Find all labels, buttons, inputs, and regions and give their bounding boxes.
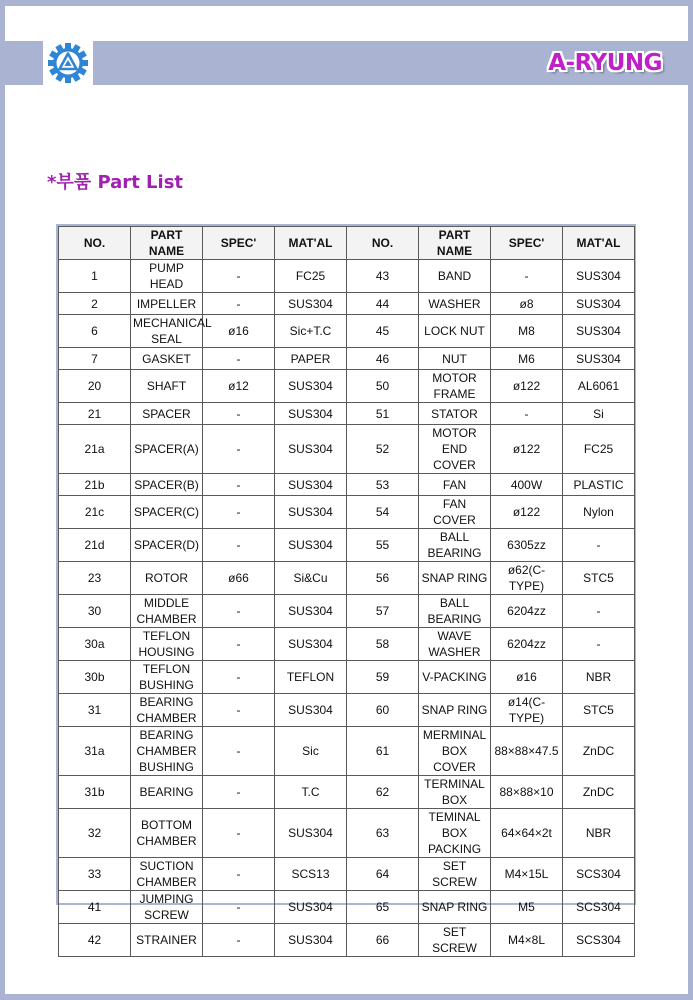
cell-part-name: SNAP RING [419, 891, 491, 924]
logo [43, 41, 93, 85]
cell-part-name: V-PACKING [419, 661, 491, 694]
cell-no: 59 [347, 661, 419, 694]
cell-no: 7 [59, 348, 131, 370]
cell-no: 21a [59, 425, 131, 474]
cell-part-name: NUT [419, 348, 491, 370]
table-row [59, 891, 635, 924]
cell-part-name: SPACER(A) [131, 425, 203, 474]
cell-part-name: ROTOR [131, 562, 203, 595]
cell-no: 61 [347, 727, 419, 776]
cell-material: PLASTIC [563, 474, 635, 496]
cell-part-name: TEFLON BUSHING [131, 661, 203, 694]
cell-part-name: BEARING [131, 776, 203, 809]
table-row [59, 776, 635, 809]
cell-spec: M5 [491, 891, 563, 924]
cell-no: 21 [59, 403, 131, 425]
cell-spec: 400W [491, 474, 563, 496]
cell-part-name: WAVE WASHER [419, 628, 491, 661]
cell-no: 56 [347, 562, 419, 595]
cell-no: 2 [59, 293, 131, 315]
table-row [59, 694, 635, 727]
cell-part-name: MECHANICAL SEAL [131, 315, 203, 348]
cell-material: STC5 [563, 562, 635, 595]
cell-spec: 64×64×2t [491, 809, 563, 858]
cell-spec: 6204zz [491, 595, 563, 628]
cell-material: T.C [275, 776, 347, 809]
header-material: MAT'AL [563, 227, 635, 260]
cell-part-name: JUMPING SCREW [131, 891, 203, 924]
cell-spec: - [203, 425, 275, 474]
cell-no: 62 [347, 776, 419, 809]
cell-part-name: IMPELLER [131, 293, 203, 315]
cell-part-name: SET SCREW [419, 924, 491, 957]
cell-material: SUS304 [275, 425, 347, 474]
cell-spec: - [203, 661, 275, 694]
table-row [59, 474, 635, 496]
cell-no: 45 [347, 315, 419, 348]
cell-spec: - [203, 496, 275, 529]
cell-material: SUS304 [275, 809, 347, 858]
cell-material: SUS304 [275, 891, 347, 924]
table-row [59, 260, 635, 293]
cell-part-name: STRAINER [131, 924, 203, 957]
table-row [59, 370, 635, 403]
cell-material: Si [563, 403, 635, 425]
cell-spec: - [203, 260, 275, 293]
cell-part-name: TEFLON HOUSING [131, 628, 203, 661]
header-no: NO. [59, 227, 131, 260]
cell-material: SUS304 [563, 315, 635, 348]
cell-part-name: SPACER(D) [131, 529, 203, 562]
cell-spec: - [203, 809, 275, 858]
brand-name: A-RYUNG [548, 50, 662, 76]
header-part-name: PART NAME [131, 227, 203, 260]
cell-no: 55 [347, 529, 419, 562]
cell-part-name: SPACER [131, 403, 203, 425]
cell-part-name: WASHER [419, 293, 491, 315]
table-row [59, 924, 635, 957]
table-row [59, 628, 635, 661]
cell-material: - [563, 595, 635, 628]
cell-part-name: PUMP HEAD [131, 260, 203, 293]
cell-material: SUS304 [275, 293, 347, 315]
cell-spec: - [203, 403, 275, 425]
cell-spec: 88×88×47.5 [491, 727, 563, 776]
cell-spec: - [203, 727, 275, 776]
cell-spec: - [203, 924, 275, 957]
cell-material: SUS304 [563, 293, 635, 315]
cell-no: 44 [347, 293, 419, 315]
cell-material: SCS304 [563, 924, 635, 957]
cell-material: SUS304 [275, 529, 347, 562]
cell-part-name: FAN [419, 474, 491, 496]
cell-spec: - [203, 891, 275, 924]
cell-material: ZnDC [563, 727, 635, 776]
header-spec: SPEC' [203, 227, 275, 260]
cell-spec: M8 [491, 315, 563, 348]
cell-part-name: SUCTION CHAMBER [131, 858, 203, 891]
cell-spec: - [203, 529, 275, 562]
cell-material: TEFLON [275, 661, 347, 694]
cell-no: 6 [59, 315, 131, 348]
cell-spec: - [203, 474, 275, 496]
cell-part-name: MOTOR END COVER [419, 425, 491, 474]
table-row [59, 403, 635, 425]
gear-triangle-logo-icon [47, 42, 89, 84]
cell-part-name: SNAP RING [419, 694, 491, 727]
cell-spec: - [203, 858, 275, 891]
cell-material: AL6061 [563, 370, 635, 403]
table-row [59, 315, 635, 348]
header-spec: SPEC' [491, 227, 563, 260]
cell-no: 64 [347, 858, 419, 891]
cell-spec: M4×15L [491, 858, 563, 891]
cell-material: FC25 [563, 425, 635, 474]
cell-no: 23 [59, 562, 131, 595]
table-row [59, 562, 635, 595]
document-page [5, 6, 688, 994]
cell-part-name: BALL BEARING [419, 529, 491, 562]
cell-spec: M4×8L [491, 924, 563, 957]
cell-no: 30b [59, 661, 131, 694]
cell-material: SUS304 [275, 496, 347, 529]
cell-no: 43 [347, 260, 419, 293]
table-row [59, 661, 635, 694]
cell-part-name: SPACER(C) [131, 496, 203, 529]
cell-spec: - [203, 595, 275, 628]
cell-no: 52 [347, 425, 419, 474]
cell-part-name: BAND [419, 260, 491, 293]
table-row [59, 529, 635, 562]
cell-material: SUS304 [275, 474, 347, 496]
cell-no: 1 [59, 260, 131, 293]
cell-part-name: MERMINAL BOX COVER [419, 727, 491, 776]
cell-material: NBR [563, 661, 635, 694]
cell-spec: - [203, 628, 275, 661]
table-row [59, 496, 635, 529]
cell-part-name: STATOR [419, 403, 491, 425]
table-header-row [59, 227, 635, 260]
cell-spec: ø14(C-TYPE) [491, 694, 563, 727]
cell-no: 50 [347, 370, 419, 403]
cell-spec: - [203, 694, 275, 727]
table-row [59, 595, 635, 628]
cell-no: 33 [59, 858, 131, 891]
cell-spec: ø12 [203, 370, 275, 403]
cell-part-name: TERMINAL BOX [419, 776, 491, 809]
cell-spec: ø122 [491, 496, 563, 529]
table-row [59, 348, 635, 370]
cell-material: - [563, 628, 635, 661]
cell-spec: - [491, 260, 563, 293]
cell-part-name: BEARING CHAMBER BUSHING [131, 727, 203, 776]
cell-no: 20 [59, 370, 131, 403]
cell-material: SCS304 [563, 858, 635, 891]
table-row [59, 293, 635, 315]
cell-material: SUS304 [563, 348, 635, 370]
cell-no: 65 [347, 891, 419, 924]
cell-part-name: SNAP RING [419, 562, 491, 595]
cell-part-name: MOTOR FRAME [419, 370, 491, 403]
cell-spec: ø16 [203, 315, 275, 348]
cell-material: - [563, 529, 635, 562]
cell-part-name: FAN COVER [419, 496, 491, 529]
cell-spec: - [491, 403, 563, 425]
cell-no: 31a [59, 727, 131, 776]
cell-material: STC5 [563, 694, 635, 727]
cell-no: 60 [347, 694, 419, 727]
cell-no: 51 [347, 403, 419, 425]
cell-material: SUS304 [275, 924, 347, 957]
cell-material: Si&Cu [275, 562, 347, 595]
cell-no: 31b [59, 776, 131, 809]
cell-spec: ø8 [491, 293, 563, 315]
cell-part-name: GASKET [131, 348, 203, 370]
cell-spec: ø16 [491, 661, 563, 694]
part-list-table [56, 224, 636, 955]
cell-no: 63 [347, 809, 419, 858]
cell-material: Nylon [563, 496, 635, 529]
cell-part-name: BOTTOM CHAMBER [131, 809, 203, 858]
cell-spec: - [203, 776, 275, 809]
cell-material: Sic+T.C [275, 315, 347, 348]
cell-no: 53 [347, 474, 419, 496]
cell-no: 31 [59, 694, 131, 727]
cell-spec: ø62(C-TYPE) [491, 562, 563, 595]
header-no: NO. [347, 227, 419, 260]
table-row [59, 809, 635, 858]
cell-material: SUS304 [275, 595, 347, 628]
cell-no: 30a [59, 628, 131, 661]
cell-no: 42 [59, 924, 131, 957]
cell-no: 21c [59, 496, 131, 529]
header-part-name: PART NAME [419, 227, 491, 260]
cell-part-name: SPACER(B) [131, 474, 203, 496]
cell-material: FC25 [275, 260, 347, 293]
cell-part-name: MIDDLE CHAMBER [131, 595, 203, 628]
cell-part-name: TEMINAL BOX PACKING [419, 809, 491, 858]
cell-material: NBR [563, 809, 635, 858]
cell-no: 66 [347, 924, 419, 957]
cell-no: 46 [347, 348, 419, 370]
cell-material: SCS13 [275, 858, 347, 891]
cell-no: 58 [347, 628, 419, 661]
cell-material: SUS304 [275, 403, 347, 425]
cell-no: 41 [59, 891, 131, 924]
cell-no: 57 [347, 595, 419, 628]
section-title: *부품 Part List [47, 172, 184, 193]
cell-part-name: BEARING CHAMBER [131, 694, 203, 727]
cell-material: PAPER [275, 348, 347, 370]
cell-material: SUS304 [275, 628, 347, 661]
cell-material: Sic [275, 727, 347, 776]
cell-part-name: SET SCREW [419, 858, 491, 891]
cell-no: 21b [59, 474, 131, 496]
cell-spec: - [203, 293, 275, 315]
cell-material: SUS304 [275, 694, 347, 727]
table-row [59, 727, 635, 776]
cell-no: 21d [59, 529, 131, 562]
cell-material: SUS304 [563, 260, 635, 293]
cell-material: ZnDC [563, 776, 635, 809]
cell-spec: 6204zz [491, 628, 563, 661]
cell-spec: 88×88×10 [491, 776, 563, 809]
cell-spec: M6 [491, 348, 563, 370]
cell-spec: ø66 [203, 562, 275, 595]
cell-spec: ø122 [491, 425, 563, 474]
header-material: MAT'AL [275, 227, 347, 260]
cell-part-name: SHAFT [131, 370, 203, 403]
cell-no: 30 [59, 595, 131, 628]
cell-part-name: BALL BEARING [419, 595, 491, 628]
cell-spec: 6305zz [491, 529, 563, 562]
cell-material: SUS304 [275, 370, 347, 403]
cell-material: SCS304 [563, 891, 635, 924]
cell-part-name: LOCK NUT [419, 315, 491, 348]
cell-no: 54 [347, 496, 419, 529]
table-row [59, 425, 635, 474]
cell-spec: ø122 [491, 370, 563, 403]
cell-no: 32 [59, 809, 131, 858]
table-row [59, 858, 635, 891]
cell-spec: - [203, 348, 275, 370]
